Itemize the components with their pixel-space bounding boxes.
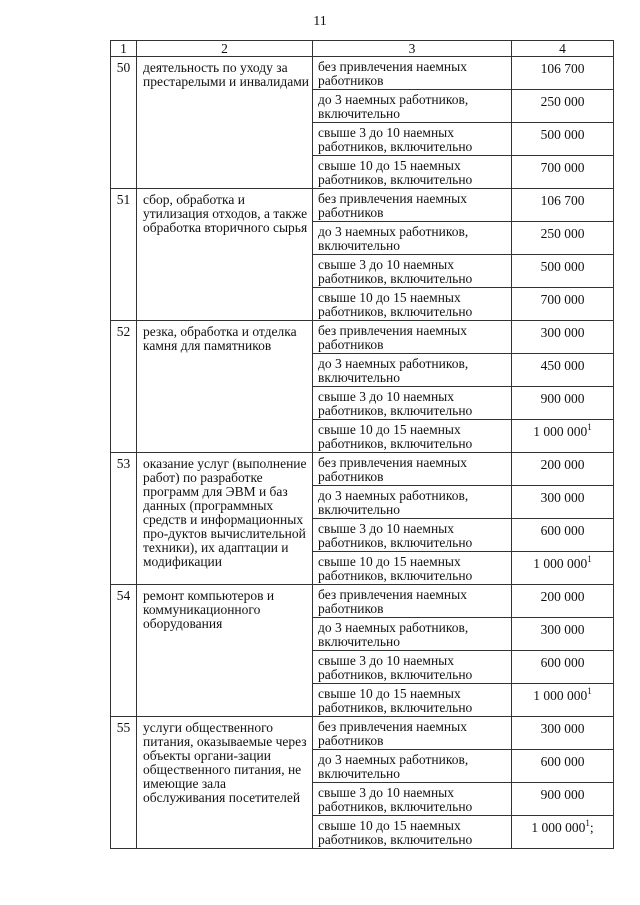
income-value xyxy=(512,816,614,849)
income-value xyxy=(512,651,614,684)
employee-condition: без привлечения наемных работников xyxy=(313,717,512,750)
employee-condition: до 3 наемных работников, включительно xyxy=(313,750,512,783)
income-value xyxy=(512,519,614,552)
employee-condition: до 3 наемных работников, включительно xyxy=(313,486,512,519)
table-row xyxy=(111,189,614,222)
footnote-mark: 1 xyxy=(587,421,592,432)
activity-type: ремонт компьютеров и коммуникационного оборудования xyxy=(137,585,313,717)
activity-type: резка, обработка и отделка камня для памятников xyxy=(137,321,313,453)
income-value xyxy=(512,453,614,486)
value-amount: 1 000 000 xyxy=(533,688,588,703)
income-value xyxy=(512,750,614,783)
value-amount: 106 700 xyxy=(540,61,585,76)
value-amount: 106 700 xyxy=(540,193,585,208)
income-value xyxy=(512,288,614,321)
footnote-mark: 1 xyxy=(587,685,592,696)
table-row xyxy=(111,57,614,90)
value-amount: 1 000 000 xyxy=(531,820,586,835)
value-amount: 250 000 xyxy=(540,226,585,241)
row-number: 55 xyxy=(111,717,137,849)
header-col-2: 2 xyxy=(137,41,313,57)
value-amount: 200 000 xyxy=(540,457,585,472)
employee-condition: свыше 3 до 10 наемных работников, включительно xyxy=(313,783,512,816)
activity-type: сбор, обработка и утилизация отходов, а также обработка вторичного сырья xyxy=(137,189,313,321)
income-value xyxy=(512,387,614,420)
row-number: 50 xyxy=(111,57,137,189)
employee-condition: до 3 наемных работников, включительно xyxy=(313,354,512,387)
income-value xyxy=(512,486,614,519)
income-value xyxy=(512,684,614,717)
employee-condition: без привлечения наемных работников xyxy=(313,453,512,486)
employee-condition: свыше 3 до 10 наемных работников, включительно xyxy=(313,255,512,288)
table-row xyxy=(111,585,614,618)
table-row xyxy=(111,453,614,486)
employee-condition: без привлечения наемных работников xyxy=(313,189,512,222)
employee-condition: свыше 3 до 10 наемных работников, включительно xyxy=(313,387,512,420)
employee-condition: свыше 10 до 15 наемных работников, включительно xyxy=(313,684,512,717)
value-amount: 300 000 xyxy=(540,490,585,505)
employee-condition: свыше 10 до 15 наемных работников, включительно xyxy=(313,552,512,585)
income-value xyxy=(512,189,614,222)
employee-condition: свыше 10 до 15 наемных работников, включительно xyxy=(313,420,512,453)
row-number: 51 xyxy=(111,189,137,321)
income-value xyxy=(512,354,614,387)
value-amount: 1 000 000 xyxy=(533,424,588,439)
employee-condition: до 3 наемных работников, включительно xyxy=(313,222,512,255)
tariff-table xyxy=(110,40,614,849)
value-amount: 300 000 xyxy=(540,622,585,637)
employee-condition: свыше 3 до 10 наемных работников, включительно xyxy=(313,651,512,684)
income-value xyxy=(512,222,614,255)
income-value xyxy=(512,321,614,354)
activity-type: деятельность по уходу за престарелыми и инвалидами xyxy=(137,57,313,189)
value-amount: 700 000 xyxy=(540,160,585,175)
value-amount: 300 000 xyxy=(540,325,585,340)
value-amount: 600 000 xyxy=(540,754,585,769)
employee-condition: свыше 3 до 10 наемных работников, включительно xyxy=(313,123,512,156)
header-col-3: 3 xyxy=(313,41,512,57)
income-value xyxy=(512,717,614,750)
income-value xyxy=(512,57,614,90)
employee-condition: без привлечения наемных работников xyxy=(313,321,512,354)
value-amount: 500 000 xyxy=(540,127,585,142)
employee-condition: свыше 10 до 15 наемных работников, включительно xyxy=(313,816,512,849)
activity-type: услуги общественного питания, оказываемые через объекты органи-зации общественного питания, не имеющие зала обслуживания посетителей xyxy=(137,717,313,849)
table-row xyxy=(111,717,614,750)
employee-condition: свыше 10 до 15 наемных работников, включительно xyxy=(313,288,512,321)
income-value xyxy=(512,783,614,816)
value-amount: 450 000 xyxy=(540,358,585,373)
income-value xyxy=(512,255,614,288)
value-amount: 600 000 xyxy=(540,523,585,538)
header-col-1: 1 xyxy=(111,41,137,57)
income-value xyxy=(512,123,614,156)
income-value xyxy=(512,156,614,189)
value-amount: 1 000 000 xyxy=(533,556,588,571)
employee-condition: до 3 наемных работников, включительно xyxy=(313,618,512,651)
value-amount: 500 000 xyxy=(540,259,585,274)
income-value xyxy=(512,618,614,651)
page-number: 11 xyxy=(313,14,327,29)
value-amount: 300 000 xyxy=(540,721,585,736)
row-number: 52 xyxy=(111,321,137,453)
employee-condition: свыше 3 до 10 наемных работников, включительно xyxy=(313,519,512,552)
employee-condition: свыше 10 до 15 наемных работников, включительно xyxy=(313,156,512,189)
value-amount: 200 000 xyxy=(540,589,585,604)
value-suffix: ; xyxy=(589,820,594,835)
table-row xyxy=(111,321,614,354)
income-value xyxy=(512,90,614,123)
value-amount: 900 000 xyxy=(540,391,585,406)
table-body xyxy=(111,57,614,849)
employee-condition: до 3 наемных работников, включительно xyxy=(313,90,512,123)
row-number: 54 xyxy=(111,585,137,717)
income-value xyxy=(512,420,614,453)
header-col-4: 4 xyxy=(512,41,614,57)
employee-condition: без привлечения наемных работников xyxy=(313,585,512,618)
income-value xyxy=(512,552,614,585)
activity-type: оказание услуг (выполнение работ) по разработке программ для ЭВМ и баз данных (программных средств и информационных про-дуктов вычислительной техники), их адаптации и модификации xyxy=(137,453,313,585)
footnote-mark: 1 xyxy=(587,553,592,564)
value-amount: 600 000 xyxy=(540,655,585,670)
header-row xyxy=(111,41,614,57)
footnote-mark: 1 xyxy=(585,817,590,828)
value-amount: 900 000 xyxy=(540,787,585,802)
row-number: 53 xyxy=(111,453,137,585)
value-amount: 250 000 xyxy=(540,94,585,109)
employee-condition: без привлечения наемных работников xyxy=(313,57,512,90)
value-amount: 700 000 xyxy=(540,292,585,307)
income-value xyxy=(512,585,614,618)
